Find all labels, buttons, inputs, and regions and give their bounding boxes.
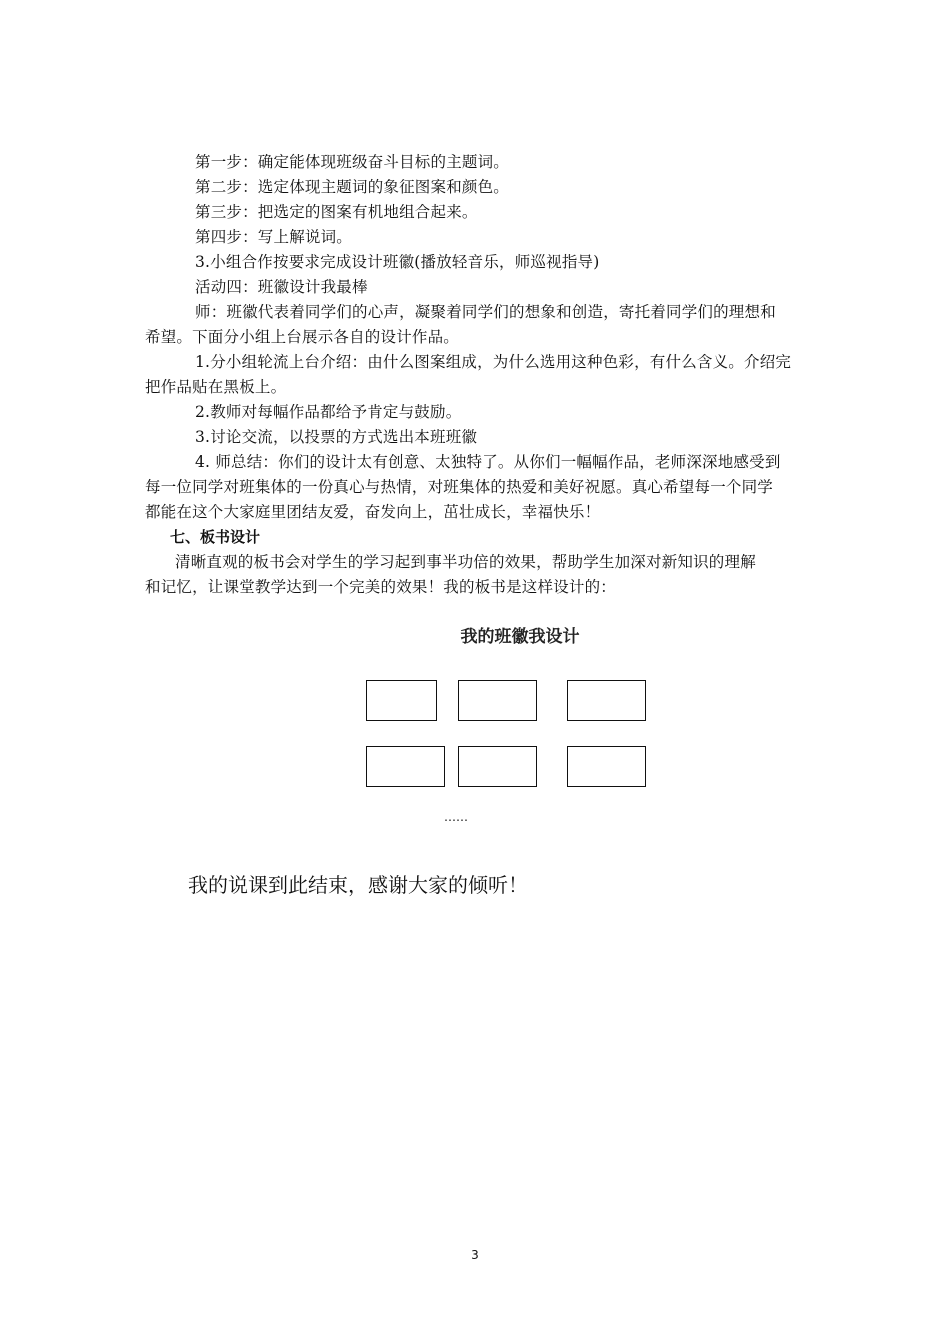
step-4: 第四步：写上解说词。 xyxy=(195,228,353,246)
board-ellipsis: …… xyxy=(444,810,468,824)
body-text xyxy=(145,150,810,600)
step-1: 第一步：确定能体现班级奋斗目标的主题词。 xyxy=(195,153,510,171)
item-4-line-2: 每一位同学对班集体的一份真心与热情，对班集体的热爱和美好祝愿。真心希望每一个同学 xyxy=(145,478,774,496)
group-work: 3.小组合作按要求完成设计班徽(播放轻音乐，师巡视指导) xyxy=(195,253,600,271)
item-3: 3.讨论交流，以投票的方式选出本班班徽 xyxy=(195,428,478,446)
board-box xyxy=(366,746,445,787)
section-paragraph-line-2: 和记忆，让课堂教学达到一个完美的效果！我的板书是这样设计的： xyxy=(145,578,617,596)
step-3: 第三步：把选定的图案有机地组合起来。 xyxy=(195,203,478,221)
teacher-intro-line-2: 希望。下面分小组上台展示各自的设计作品。 xyxy=(145,328,460,346)
board-box xyxy=(567,680,646,721)
item-1-line-1: 1.分小组轮流上台介绍：由什么图案组成，为什么选用这种色彩，有什么含义。介绍完 xyxy=(195,353,792,371)
page-number: 3 xyxy=(471,1248,479,1262)
board-box xyxy=(567,746,646,787)
item-1-line-2: 把作品贴在黑板上。 xyxy=(145,378,287,396)
section-paragraph-line-1: 清晰直观的板书会对学生的学习起到事半功倍的效果，帮助学生加深对新知识的理解 xyxy=(175,553,756,571)
step-2: 第二步：选定体现主题词的象征图案和颜色。 xyxy=(195,178,510,196)
board-title: 我的班徽我设计 xyxy=(460,627,580,647)
section-heading: 七、板书设计 xyxy=(170,528,261,546)
board-box xyxy=(458,746,537,787)
activity-four: 活动四：班徽设计我最棒 xyxy=(195,278,368,296)
board-box xyxy=(366,680,437,721)
closing-remark: 我的说课到此结束，感谢大家的倾听！ xyxy=(188,873,528,897)
item-4-line-3: 都能在这个大家庭里团结友爱，奋发向上，茁壮成长，幸福快乐！ xyxy=(145,503,601,521)
teacher-intro-line-1: 师：班徽代表着同学们的心声，凝聚着同学们的想象和创造，寄托着同学们的理想和 xyxy=(195,303,776,321)
item-4-line-1: 4. 师总结：你们的设计太有创意、太独特了。从你们一幅幅作品，老师深深地感受到 xyxy=(195,453,781,471)
item-2: 2.教师对每幅作品都给予肯定与鼓励。 xyxy=(195,403,462,421)
board-box xyxy=(458,680,537,721)
